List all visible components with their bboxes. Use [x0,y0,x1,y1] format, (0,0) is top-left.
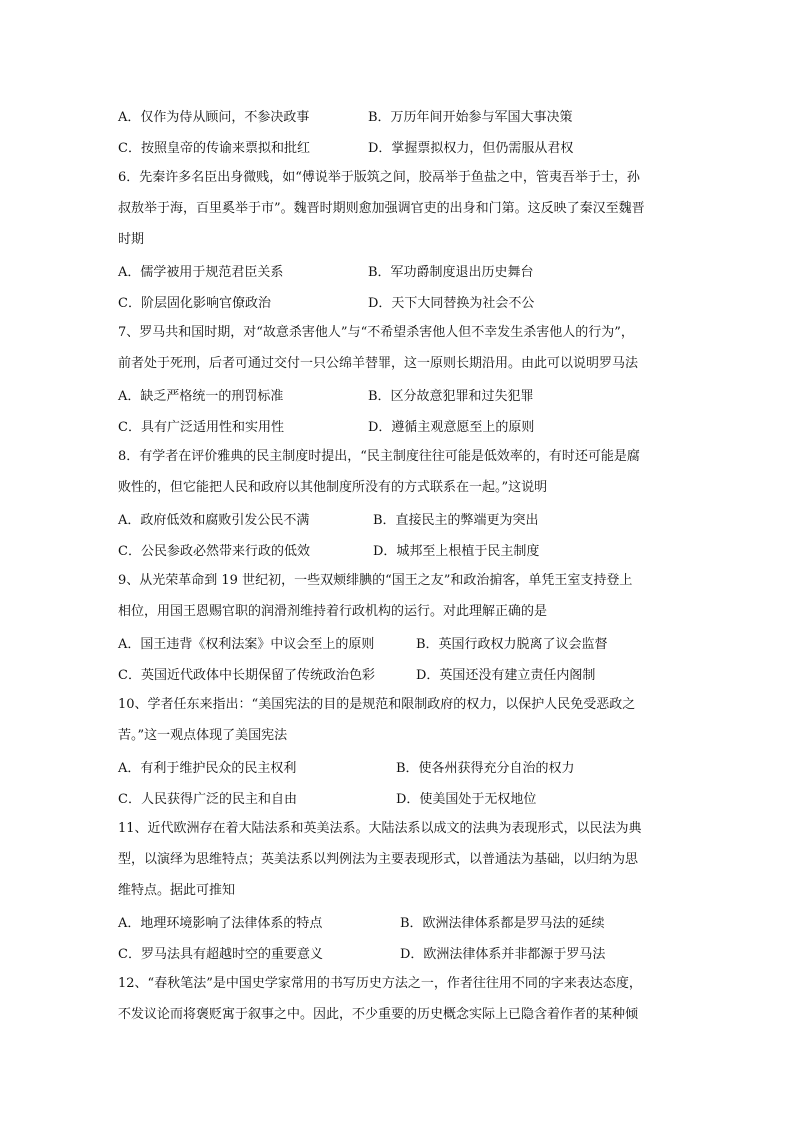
q11-option-b: B．欧洲法律体系都是罗马法的延续 [400,916,605,931]
q8-option-b: B．直接民主的弊端更为突出 [373,513,539,528]
q8-stem-line: 败性的，但它能把人民和政府以其他制度所没有的方式联系在一起。”这说明 [118,480,548,495]
q7-stem-line: 7、罗马共和国时期，对“故意杀害他人”与“不希望杀害他人但不幸发生杀害他人的行为”， [118,325,634,340]
q9-options-row-1 [118,627,678,658]
q11-option-c: C．罗马法具有超越时空的重要意义 [118,947,323,962]
q8-options-row-2 [118,534,678,565]
q11-option-a: A．地理环境影响了法律体系的特点 [118,916,323,931]
q7-stem [118,317,678,379]
q6-option-a: A．儒学被用于规范君臣关系 [118,265,284,280]
q6-options-row-1 [118,255,678,286]
q10-options-row-1 [118,751,678,782]
q7-stem-line: 前者处于死刑，后者可通过交付一只公绵羊替罪，这一原则长期沿用。由此可以说明罗马法 [118,356,639,371]
q9-stem-line: 相位，用国王恩赐官职的润滑剂维持着行政机构的运行。对此理解正确的是 [118,604,548,619]
q5-option-b: B．万历年间开始参与军国大事决策 [368,110,573,125]
q7-options-row-1 [118,379,678,410]
q12-stem-line: 不发议论而将褒贬寓于叙事之中。因此，不少重要的历史概念实际上已隐含着作者的某种倾 [118,1007,639,1022]
q6-option-d: D．天下大同替换为社会不公 [368,296,535,311]
q10-stem-line: 10、学者任东来指出：“美国宪法的目的是规范和限制政府的权力，以保护人民免受恶政之 [118,697,636,712]
q8-option-c: C．公民参政必然带来行政的低效 [118,544,310,559]
q7-option-d: D．遵循主观意愿至上的原则 [368,420,535,435]
q10-stem [118,689,678,751]
q6-stem-line: 叔敖举于海，百里奚举于市”。魏晋时期则愈加强调官吏的出身和门第。这反映了秦汉至魏晋 [118,201,645,216]
q7-options-row-2 [118,410,678,441]
q6-stem-line: 6．先秦许多名臣出身微贱，如“傅说举于版筑之间，胶鬲举于鱼盐之中，管夷吾举于士，孙 [118,170,640,185]
q6-option-b: B．军功爵制度退出历史舞台 [368,265,534,280]
q11-options-row-1 [118,906,678,937]
q8-option-a: A．政府低效和腐败引发公民不满 [118,513,310,528]
q9-stem-line: 9、从光荣革命到 19 世纪初，一些双颊绯腆的“国王之友”和政治掮客，单凭王室支持登上 [118,573,633,588]
q9-options-row-2 [118,658,678,689]
q9-stem [118,565,678,627]
q8-options-row-1 [118,503,678,534]
q10-option-b: B．使各州获得充分自治的权力 [396,761,575,776]
q6-stem-line: 时期 [118,232,145,247]
q8-option-d: D．城邦至上根植于民主制度 [373,544,540,559]
q6-stem [118,162,678,255]
q7-option-b: B．区分故意犯罪和过失犯罪 [368,389,534,404]
q11-option-d: D．欧洲法律体系并非都源于罗马法 [400,947,606,962]
q5-option-a: A．仅作为侍从顾问，不参决政事 [118,110,310,125]
q8-stem [118,441,678,503]
q10-option-d: D．使美国处于无权地位 [396,792,537,807]
q10-stem-line: 苦。”这一观点体现了美国宪法 [118,728,288,743]
q6-option-c: C．阶层固化影响官僚政治 [118,296,271,311]
q7-option-a: A．缺乏严格统一的刑罚标准 [118,389,284,404]
q10-option-a: A．有利于维护民众的民主权利 [118,761,297,776]
q11-stem-line: 型，以演绎为思维特点；英美法系以判例法为主要表现形式，以普通法为基础，以归纳为思 [118,852,639,867]
q9-option-d: D．英国还没有建立责任内阁制 [416,668,596,683]
q5-options-row-2 [118,131,678,162]
q6-options-row-2 [118,286,678,317]
q11-stem-line: 维特点。据此可推知 [118,883,236,898]
q7-option-c: C．具有广泛适用性和实用性 [118,420,284,435]
q11-stem-line: 11、近代欧洲存在着大陆法系和英美法系。大陆法系以成文的法典为表现形式，以民法为典 [118,821,642,836]
q9-option-c: C．英国近代政体中长期保留了传统政治色彩 [118,668,375,683]
q12-stem-line: 12、“春秋笔法”是中国史学家常用的书写历史方法之一，作者往往用不同的字来表达态度， [118,976,642,991]
q5-option-d: D．掌握票拟权力，但仍需服从君权 [368,141,574,156]
q9-option-b: B．英国行政权力脱离了议会监督 [416,637,608,652]
q8-stem-line: 8．有学者在评价雅典的民主制度时提出，“民主制度往往可能是低效率的，有时还可能是腐 [118,449,640,464]
q9-option-a: A．国王违背《权利法案》中议会至上的原则 [118,637,375,652]
q10-options-row-2 [118,782,678,813]
q5-options-row-1 [118,100,678,131]
q11-options-row-2 [118,937,678,968]
q5-option-c: C．按照皇帝的传谕来票拟和批红 [118,141,310,156]
q10-option-c: C．人民获得广泛的民主和自由 [118,792,297,807]
q12-stem [118,968,678,1030]
q11-stem [118,813,678,906]
exam-page [118,100,678,1030]
